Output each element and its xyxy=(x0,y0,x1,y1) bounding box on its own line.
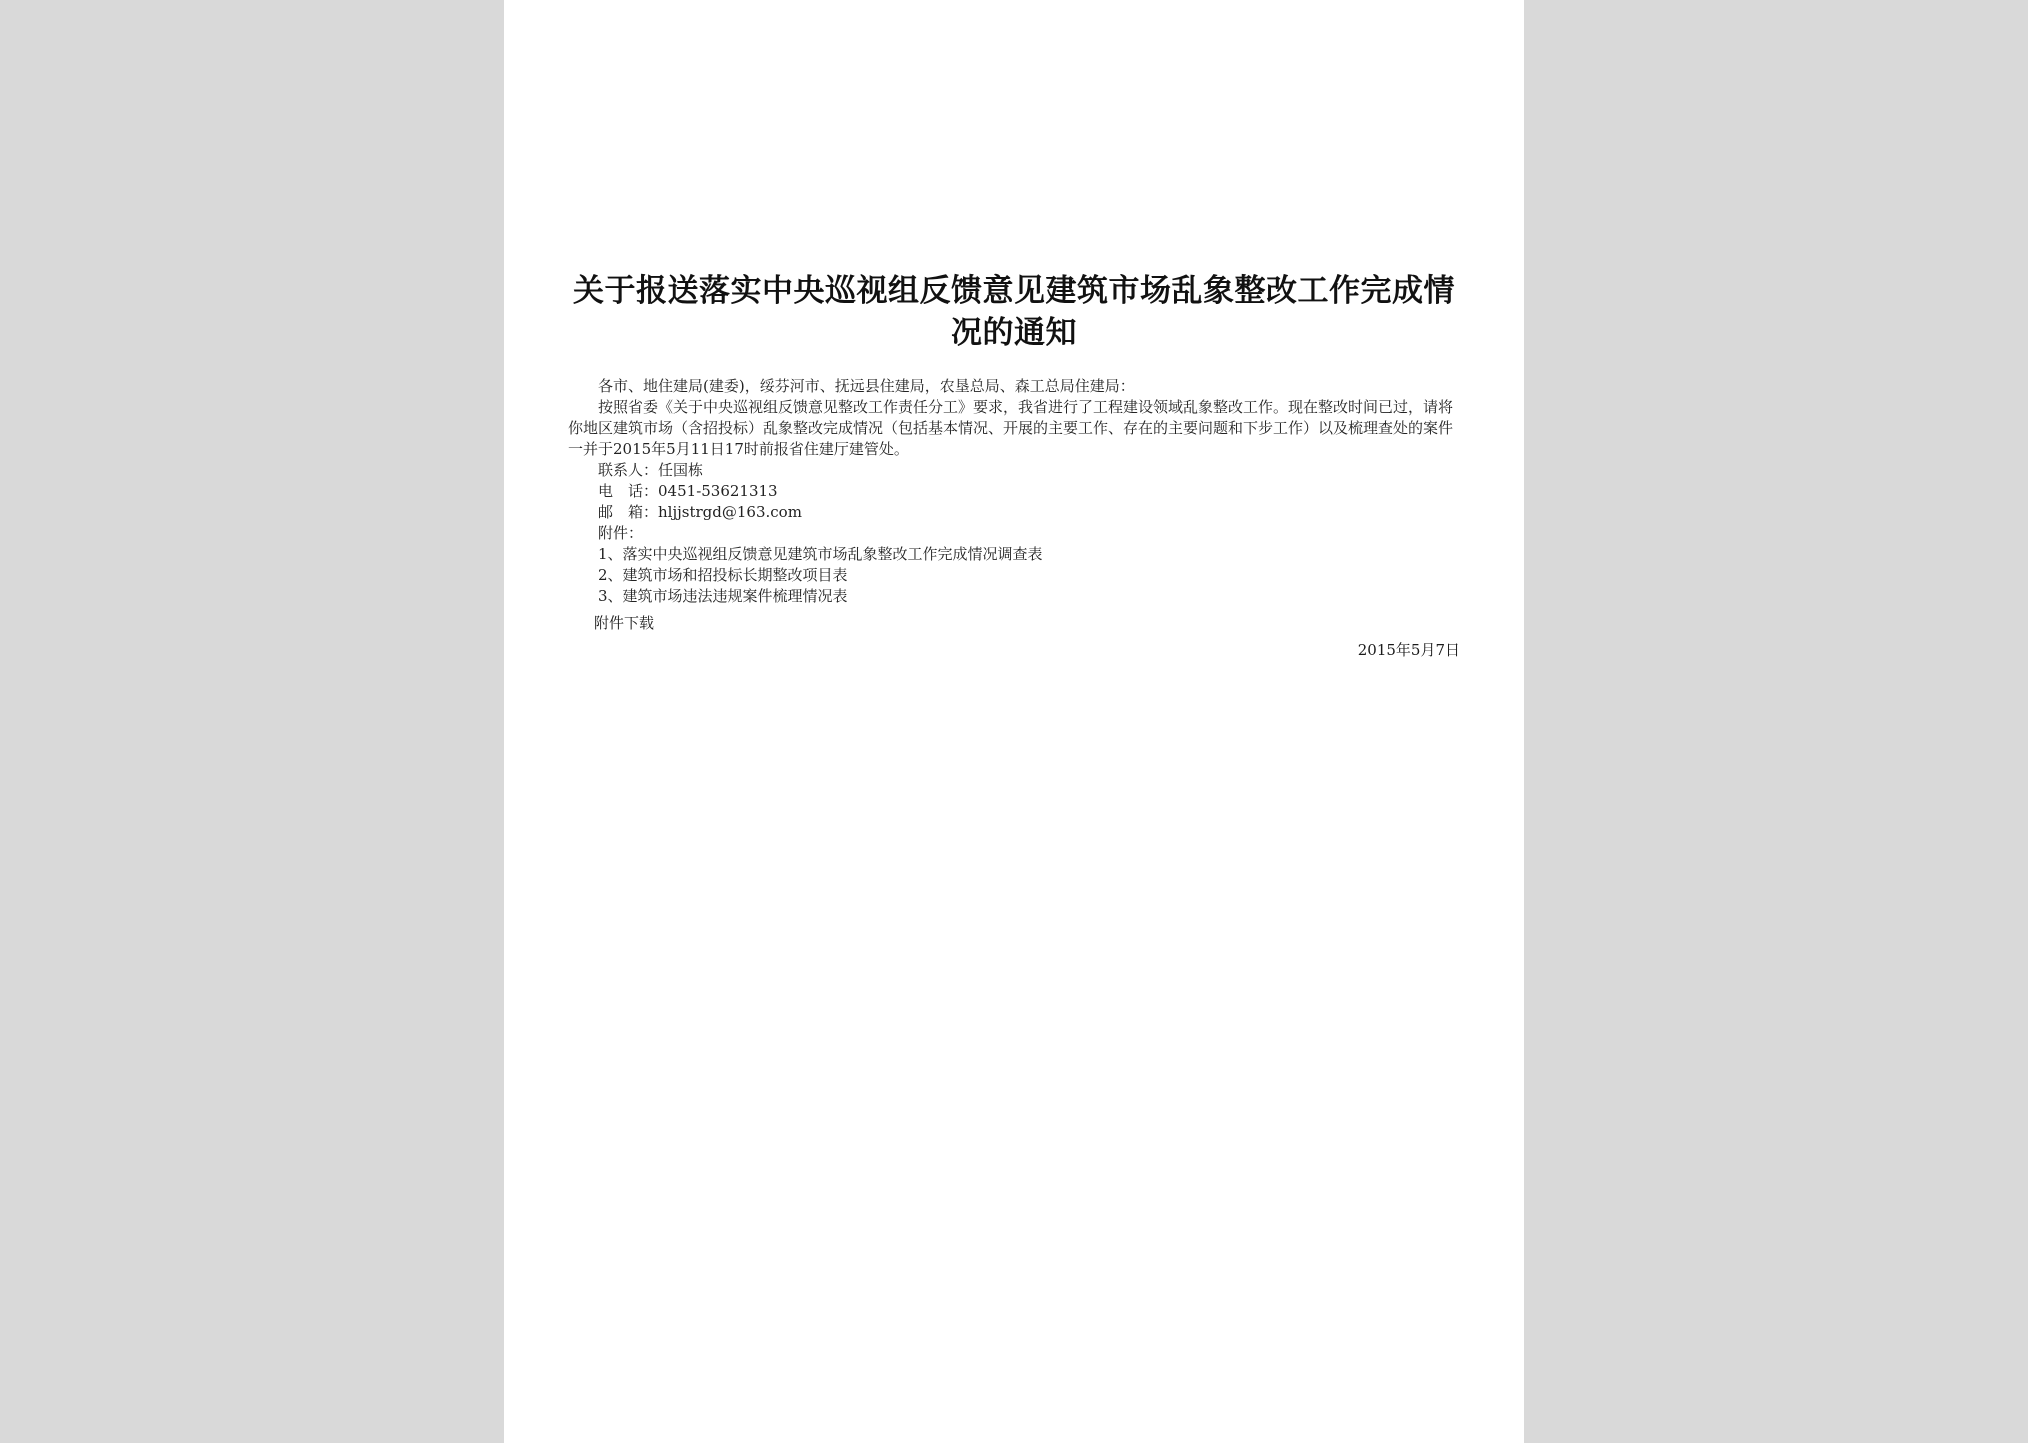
document-title: 关于报送落实中央巡视组反馈意见建筑市场乱象整改工作完成情况的通知 xyxy=(573,273,1455,351)
contact-name: 任国栋 xyxy=(658,461,704,479)
main-paragraph: 按照省委《关于中央巡视组反馈意见整改工作责任分工》要求，我省进行了工程建设领域乱象整改工作。现在整改时间已过，请将你地区建筑市场（含招投标）乱象整改完成情况（包括基本情况、开展的主要工作、存在的主要问题和下步工作）以及梳理查处的案件一并于2015年5月11日17时前报省住建厅建管处。 xyxy=(568,398,1454,458)
document-content xyxy=(568,270,1460,661)
document-page xyxy=(504,0,1524,1443)
contact-line xyxy=(568,460,1460,481)
attachment-download-link[interactable]: 附件下载 xyxy=(594,614,655,632)
email-label: 邮 箱： xyxy=(598,503,659,521)
attachments-label: 附件： xyxy=(598,524,644,542)
phone-label: 电 话： xyxy=(598,482,659,500)
phone-line xyxy=(568,481,1460,502)
document-date: 2015年5月7日 xyxy=(1357,641,1460,659)
attachment-item-3: 3、建筑市场违法违规案件梳理情况表 xyxy=(598,587,848,605)
email-value: hljjstrgd@163.com xyxy=(658,503,802,521)
phone-value: 0451-53621313 xyxy=(658,482,778,500)
attachment-item-1: 1、落实中央巡视组反馈意见建筑市场乱象整改工作完成情况调查表 xyxy=(598,545,1043,563)
attachment-item-2: 2、建筑市场和招投标长期整改项目表 xyxy=(598,566,848,584)
document-body xyxy=(568,376,1460,607)
contact-label: 联系人： xyxy=(598,461,659,479)
email-line xyxy=(568,502,1460,523)
salutation: 各市、地住建局(建委)，绥芬河市、抚远县住建局，农垦总局、森工总局住建局： xyxy=(598,377,1135,395)
